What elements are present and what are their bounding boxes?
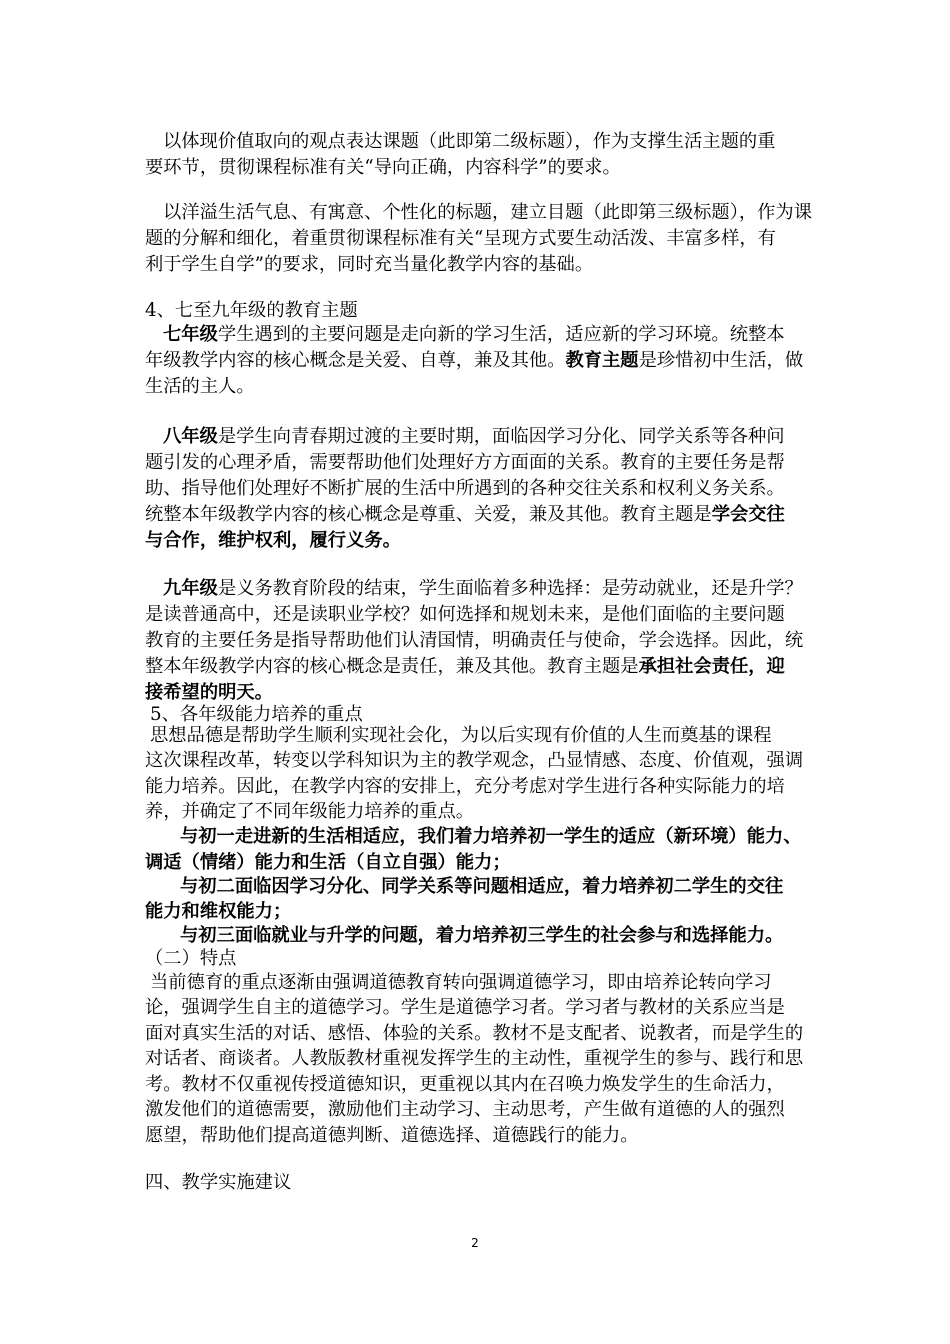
grade8-theme-line: 与合作，维护权利，履行义务。 — [145, 530, 401, 551]
paragraph-line: 要环节，贯彻课程标准有关“导向正确，内容科学”的要求。 — [145, 157, 621, 178]
section-heading: （二）特点 — [145, 948, 237, 969]
paragraph-line: 对话者、商谈者。人教版教材重视发挥学生的主动性，重视学生的参与、践行和思 — [145, 1048, 804, 1069]
paragraph-line: 当前德育的重点逐渐由强调道德教育转向强调道德学习，即由培养论转向学习 — [150, 972, 772, 993]
focus-line: 能力和维权能力； — [145, 901, 292, 922]
grade8-theme: 学会交往 — [711, 504, 785, 525]
paragraph-line: 论，强调学生自主的道德学习。学生是道德学习者。学习者与教材的关系应当是 — [145, 997, 785, 1018]
grade9-text: 整本年级教学内容的核心概念是责任，兼及其他。教育主题是 — [145, 656, 639, 677]
focus-line: 与初二面临因学习分化、同学关系等问题相适应，着力培养初二学生的交往 — [180, 876, 784, 897]
paragraph-line: 以体现价值取向的观点表达课题（此即第二级标题），作为支撑生活主题的重 — [163, 131, 776, 152]
grade8-line: 助、指导他们处理好不断扩展的生活中所遇到的各种交往关系和权利义务关系。 — [145, 478, 785, 499]
paragraph-line: 愿望，帮助他们提高道德判断、道德选择、道德践行的能力。 — [145, 1125, 639, 1146]
grade7-line — [163, 322, 785, 348]
page-number: 2 — [471, 1236, 479, 1250]
paragraph-line: 思想品德是帮助学生顺利实现社会化，为以后实现有价值的人生而奠基的课程 — [150, 725, 772, 746]
grade8-line: 题引发的心理矛盾，需要帮助他们处理好方方面面的关系。教育的主要任务是帮 — [145, 452, 785, 473]
grade7-line — [145, 348, 803, 374]
grade9-line: 是读普通高中，还是读职业学校？如何选择和规划未来，是他们面临的主要问题 — [145, 604, 785, 625]
section-heading: 四、教学实施建议 — [145, 1172, 292, 1193]
grade9-line: 教育的主要任务是指导帮助他们认清国情，明确责任与使命，学会选择。因此，统 — [145, 630, 804, 651]
section-heading: 5、各年级能力培养的重点 — [150, 704, 363, 725]
focus-line: 与初一走进新的生活相适应，我们着力培养初一学生的适应（新环境）能力、 — [180, 826, 802, 847]
grade8-line — [163, 424, 785, 450]
paragraph-line: 能力培养。因此，在教学内容的安排上，充分考虑对学生进行各种实际能力的培 — [145, 776, 785, 797]
grade9-text: 是义务教育阶段的结束，学生面临着多种选择：是劳动就业，还是升学？ — [217, 578, 803, 599]
paragraph-line: 利于学生自学”的要求，同时充当量化教学内容的基础。 — [145, 254, 594, 275]
paragraph-line: 考。教材不仅重视传授道德知识，更重视以其内在召唤力焕发学生的生命活力， — [145, 1074, 785, 1095]
focus-line: 与初三面临就业与升学的问题，着力培养初三学生的社会参与和选择能力。 — [180, 925, 784, 946]
grade8-text: 是学生向青春期过渡的主要时期，面临因学习分化、同学关系等各种问 — [217, 426, 785, 447]
paragraph-line: 以洋溢生活气息、有寓意、个性化的标题，建立目题（此即第三级标题），作为课 — [163, 202, 812, 223]
grade7-text: 是珍惜初中生活，做 — [638, 350, 804, 371]
paragraph-line: 这次课程改革，转变以学科知识为主的教学观念，凸显情感、态度、价值观，强调 — [145, 750, 804, 771]
grade9-theme: 承担社会责任，迎 — [638, 656, 785, 677]
section-heading: 4、七至九年级的教育主题 — [145, 300, 358, 321]
grade9-line — [145, 654, 785, 680]
grade7-text: 年级教学内容的核心概念是关爱、自尊，兼及其他。 — [145, 350, 566, 371]
grade7-theme-label: 教育主题 — [565, 350, 639, 371]
grade8-label: 八年级 — [163, 426, 218, 447]
focus-line: 调适（情绪）能力和生活（自立自强）能力； — [145, 852, 511, 873]
grade7-text: 学生遇到的主要问题是走向新的学习生活，适应新的学习环境。统整本 — [217, 324, 785, 345]
paragraph-line: 面对真实生活的对话、感悟、体验的关系。教材不是支配者、说教者，而是学生的 — [145, 1023, 804, 1044]
grade9-theme-line: 接希望的明天。 — [145, 682, 273, 703]
paragraph-line: 激发他们的道德需要，激励他们主动学习、主动思考，产生做有道德的人的强烈 — [145, 1099, 785, 1120]
grade7-line: 生活的主人。 — [145, 376, 255, 397]
paragraph-line: 养，并确定了不同年级能力培养的重点。 — [145, 801, 475, 822]
grade9-label: 九年级 — [163, 578, 218, 599]
grade9-line — [163, 576, 803, 602]
grade8-line — [145, 502, 785, 528]
grade8-text: 统整本年级教学内容的核心概念是尊重、关爱，兼及其他。教育主题是 — [145, 504, 712, 525]
paragraph-line: 题的分解和细化，着重贯彻课程标准有关“呈现方式要生动活泼、丰富多样，有 — [145, 228, 776, 249]
grade7-label: 七年级 — [163, 324, 218, 345]
